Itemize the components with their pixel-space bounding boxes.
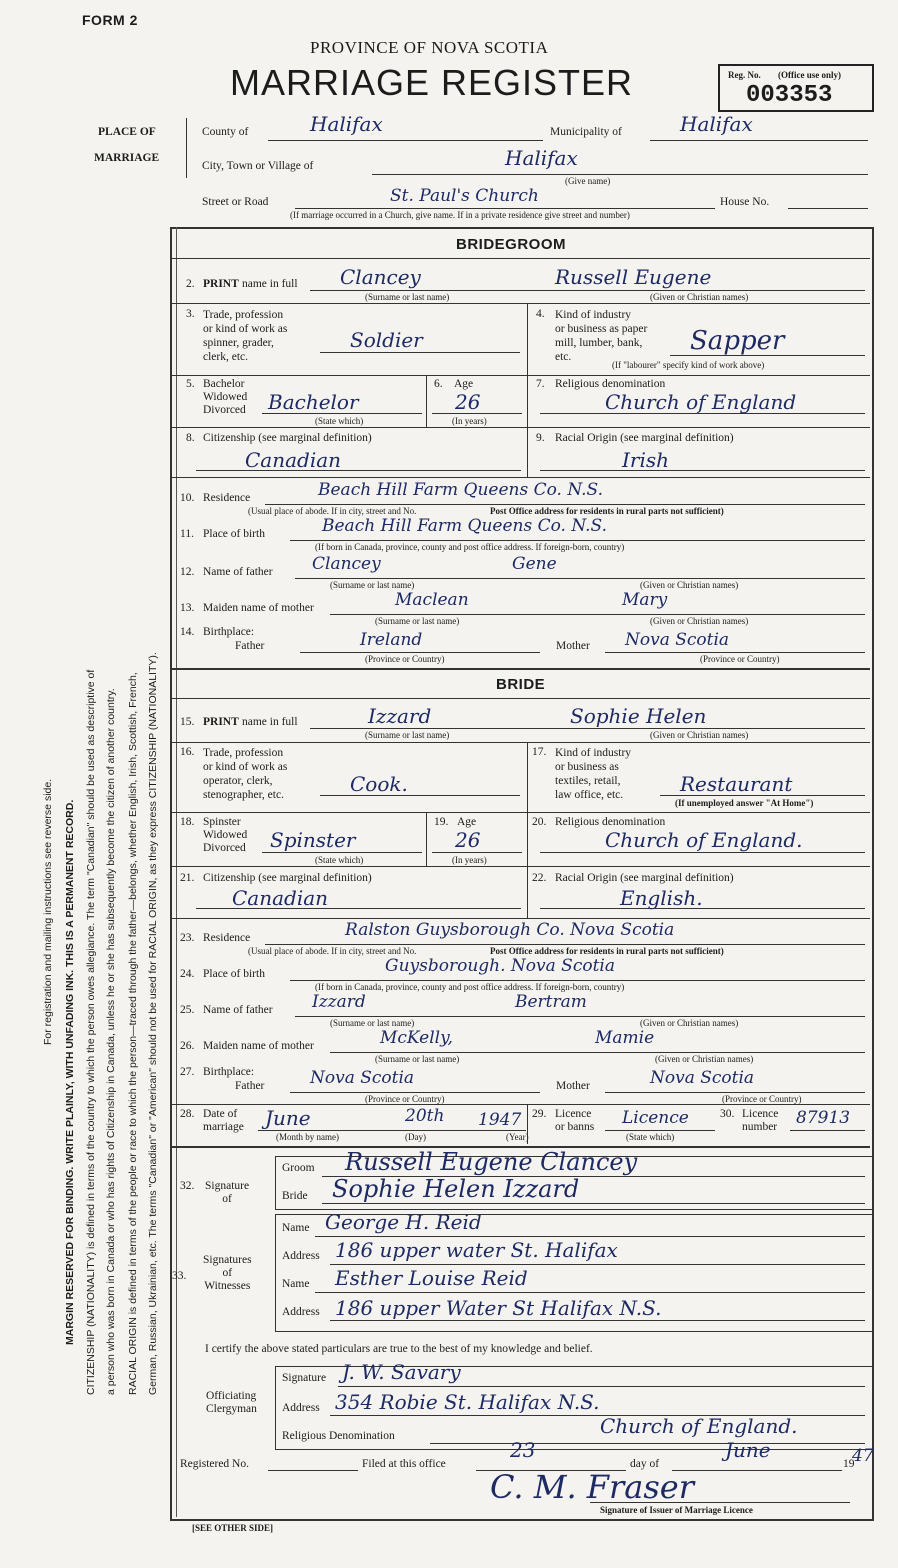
field-11-num: 11. — [180, 528, 194, 540]
bride-sig-label: Bride — [282, 1190, 308, 1202]
field-2-print: PRINT — [203, 278, 239, 290]
witness1-name: George H. Reid — [325, 1210, 482, 1234]
place-label-1: PLACE OF — [98, 126, 156, 138]
field-7-label: Religious denomination — [555, 378, 666, 390]
bride-mother-given-note: (Given or Christian names) — [655, 1054, 754, 1064]
bride-citizenship: Canadian — [232, 886, 329, 910]
bride-father-given-note: (Given or Christian names) — [640, 1018, 739, 1028]
field-28-label: Date of marriage — [203, 1108, 244, 1133]
bride-father-birthplace: Nova Scotia — [310, 1068, 415, 1088]
house-label: House No. — [720, 196, 770, 208]
groom-residence-note-bold: Post Office address for residents in rural parts not sufficient) — [490, 506, 724, 516]
field-27-mother-label: Mother — [556, 1080, 590, 1092]
bride-age-note: (In years) — [452, 855, 487, 865]
field-3-label: Trade, profession or kind of work as spinner, grader, clerk, etc. — [203, 309, 288, 363]
field-33-num: 33. — [172, 1270, 187, 1282]
bride-residence-note: (Usual place of abode. If in city, street and No. — [248, 946, 417, 956]
field-15-print: PRINT — [203, 716, 239, 728]
groom-surname: Clancey — [340, 265, 421, 289]
municipality-label: Municipality of — [550, 126, 622, 138]
clergy-signature: J. W. Savary — [342, 1360, 461, 1384]
groom-surname-note: (Surname or last name) — [365, 292, 450, 302]
field-17-label: Kind of industry or business as textiles, retail, law office, etc. — [555, 747, 632, 801]
bride-industry-note: (If unemployed answer "At Home") — [675, 798, 814, 808]
field-24-label: Place of birth — [203, 968, 265, 980]
bride-father-given: Bertram — [515, 992, 587, 1012]
bride-industry: Restaurant — [680, 772, 793, 796]
field-16-label: Trade, profession or kind of work as operator, clerk, stenographer, etc. — [203, 747, 288, 801]
field-27-father-label: Father — [235, 1080, 265, 1092]
city-label: City, Town or Village of — [202, 160, 314, 172]
groom-residence-note: (Usual place of abode. If in city, street and No. — [248, 506, 417, 516]
groom-father-birthplace: Ireland — [360, 630, 423, 650]
field-28-num: 28. — [180, 1108, 195, 1120]
witness1-address: 186 upper water St. Halifax — [335, 1238, 618, 1262]
bride-given-names: Sophie Helen — [570, 704, 707, 728]
field-4-label: Kind of industry or business as paper mill, lumber, bank, etc. — [555, 309, 648, 363]
groom-age: 26 — [455, 390, 481, 414]
field-7-num: 7. — [536, 378, 545, 390]
bride-mother-surname-note: (Surname or last name) — [375, 1054, 460, 1064]
field-9-label: Racial Origin (see marginal definition) — [555, 432, 734, 444]
groom-birthplace-note: (If born in Canada, province, county and post office address. If foreign-born, country) — [315, 542, 625, 552]
witness1-address-label: Address — [282, 1250, 320, 1262]
bride-age: 26 — [455, 828, 481, 852]
groom-industry: Sapper — [690, 326, 785, 356]
field-29-label: Licence or banns — [555, 1108, 595, 1133]
groom-father-given-note: (Given or Christian names) — [640, 580, 739, 590]
month-note: (Month by name) — [276, 1132, 339, 1142]
bride-residence-note-bold: Post Office address for residents in rural parts not sufficient) — [490, 946, 724, 956]
field-15-num: 15. — [180, 716, 195, 728]
margin-binding-note: MARGIN RESERVED FOR BINDING. WRITE PLAINLY, WITH UNFADING INK. THIS IS A PERMANENT RECORD. — [64, 799, 76, 1345]
field-25-num: 25. — [180, 1004, 195, 1016]
field-11-label: Place of birth — [203, 528, 265, 540]
bride-birthplace-note: (If born in Canada, province, county and post office address. If foreign-born, country) — [315, 982, 625, 992]
certification-text: I certify the above stated particulars are true to the best of my knowledge and belief. — [205, 1343, 593, 1355]
groom-mother-surname: Maclean — [395, 590, 469, 610]
field-27-num: 27. — [180, 1066, 195, 1078]
field-13-label: Maiden name of mother — [203, 602, 314, 614]
bride-mother-given: Mamie — [595, 1028, 655, 1048]
field-18-num: 18. — [180, 816, 195, 828]
field-12-label: Name of father — [203, 566, 273, 578]
clergy-sig-label: Signature — [282, 1372, 327, 1384]
bride-mother-birthplace: Nova Scotia — [650, 1068, 755, 1088]
day-of-label: day of — [630, 1458, 660, 1470]
bride-given-note: (Given or Christian names) — [650, 730, 749, 740]
field-24-num: 24. — [180, 968, 195, 980]
groom-given-names: Russell Eugene — [555, 265, 712, 289]
filed-month: June — [725, 1438, 771, 1462]
bridegroom-heading: BRIDEGROOM — [456, 236, 566, 253]
groom-birthplace: Beach Hill Farm Queens Co. N.S. — [322, 516, 607, 536]
field-6-num: 6. — [434, 378, 443, 390]
reg-office-note: (Office use only) — [778, 70, 841, 80]
year-prefix: 19 — [843, 1458, 855, 1470]
filed-label: Filed at this office — [362, 1458, 446, 1470]
bride-surname: Izzard — [368, 704, 432, 728]
groom-industry-note: (If "labourer" specify kind of work above) — [612, 360, 765, 370]
field-21-num: 21. — [180, 872, 195, 884]
field-30-num: 30. — [720, 1108, 735, 1120]
groom-signature: Russell Eugene Clancey — [345, 1148, 638, 1176]
marriage-year: 1947 — [478, 1110, 522, 1130]
licence-number: 87913 — [796, 1108, 851, 1128]
reg-number: 003353 — [746, 82, 833, 109]
see-other-side: [SEE OTHER SIDE] — [192, 1523, 274, 1533]
place-label-2: MARRIAGE — [94, 152, 160, 164]
field-4-num: 4. — [536, 308, 545, 320]
issuer-label: Signature of Issuer of Marriage Licence — [600, 1505, 753, 1515]
field-5-num: 5. — [186, 378, 195, 390]
municipality-value: Halifax — [680, 112, 753, 136]
groom-mother-surname-note: (Surname or last name) — [375, 616, 460, 626]
bride-father-bp-note: (Province or Country) — [365, 1094, 445, 1104]
field-3-num: 3. — [186, 308, 195, 320]
bride-father-surname-note: (Surname or last name) — [330, 1018, 415, 1028]
filed-year: 47 — [852, 1446, 874, 1466]
field-26-num: 26. — [180, 1040, 195, 1052]
field-19-num: 19. — [434, 816, 449, 828]
city-note: (Give name) — [565, 176, 611, 186]
field-22-label: Racial Origin (see marginal definition) — [555, 872, 734, 884]
bride-status: Spinster — [270, 828, 356, 852]
field-10-label: Residence — [203, 492, 251, 504]
field-16-num: 16. — [180, 746, 195, 758]
field-8-label: Citizenship (see marginal definition) — [203, 432, 372, 444]
groom-age-note: (In years) — [452, 416, 487, 426]
field-27-label: Birthplace: — [203, 1066, 255, 1078]
field-18-label: Spinster Widowed Divorced — [203, 816, 248, 854]
groom-sig-label: Groom — [282, 1162, 315, 1174]
bride-surname-note: (Surname or last name) — [365, 730, 450, 740]
bride-trade: Cook. — [350, 772, 408, 796]
field-20-label: Religious denomination — [555, 816, 666, 828]
field-12-num: 12. — [180, 566, 195, 578]
field-29-num: 29. — [532, 1108, 547, 1120]
county-value: Halifax — [310, 112, 383, 136]
field-21-label: Citizenship (see marginal definition) — [203, 872, 372, 884]
groom-status: Bachelor — [268, 390, 359, 414]
field-23-num: 23. — [180, 932, 195, 944]
groom-religion: Church of England — [605, 390, 797, 414]
clergy-address-label: Address — [282, 1402, 320, 1414]
clergy-denomination-label: Religious Denomination — [282, 1430, 395, 1442]
groom-mother-birthplace: Nova Scotia — [625, 630, 730, 650]
margin-instructions: For registration and mailing instructions see reverse side. — [42, 778, 54, 1045]
bride-religion: Church of England. — [605, 828, 803, 852]
field-25-label: Name of father — [203, 1004, 273, 1016]
field-14-num: 14. — [180, 626, 195, 638]
bride-residence: Ralston Guysborough Co. Nova Scotia — [345, 920, 675, 940]
witness2-address: 186 upper Water St Halifax N.S. — [335, 1296, 662, 1320]
groom-mother-bp-note: (Province or Country) — [700, 654, 780, 664]
reg-number-box — [718, 64, 874, 112]
field-13-num: 13. — [180, 602, 195, 614]
groom-citizenship: Canadian — [245, 448, 342, 472]
form-number: FORM 2 — [82, 12, 138, 28]
field-22-num: 22. — [532, 872, 547, 884]
field-2-label: name in full — [242, 278, 298, 290]
field-32-num: 32. — [180, 1180, 195, 1192]
field-17-num: 17. — [532, 746, 547, 758]
field-2-num: 2. — [186, 278, 195, 290]
city-value: Halifax — [505, 146, 578, 170]
field-10-num: 10. — [180, 492, 195, 504]
field-5-label: Bachelor Widowed Divorced — [203, 378, 248, 416]
field-32-label: Signature of — [205, 1180, 250, 1205]
county-label: County of — [202, 126, 249, 138]
groom-mother-given-note: (Given or Christian names) — [650, 616, 749, 626]
page-title: MARRIAGE REGISTER — [230, 62, 634, 103]
bride-status-note: (State which) — [315, 855, 364, 865]
street-value: St. Paul's Church — [390, 186, 539, 206]
witness2-address-label: Address — [282, 1306, 320, 1318]
bride-father-surname: Izzard — [312, 992, 366, 1012]
groom-status-note: (State which) — [315, 416, 364, 426]
day-note: (Day) — [405, 1132, 426, 1142]
field-15-label: name in full — [242, 716, 298, 728]
groom-father-bp-note: (Province or Country) — [365, 654, 445, 664]
bride-signature: Sophie Helen Izzard — [332, 1175, 580, 1203]
margin-racial-2: German, Russian, Ukrainian, etc. The terms "Canadian" or "American" should not be used for RACIAL ORIGIN, as they express CITIZENSHIP (NATIONALITY). — [147, 652, 159, 1395]
clergy-address: 354 Robie St. Halifax N.S. — [335, 1390, 600, 1414]
year-note: (Year) — [506, 1132, 529, 1142]
filed-day: 23 — [510, 1438, 536, 1462]
margin-racial-1: RACIAL ORIGIN is defined in terms of the people or race to which the person—traced through the father—belongs, whether English, Irish, Scottish, French, — [127, 672, 139, 1395]
bride-heading: BRIDE — [496, 676, 546, 693]
groom-father-surname: Clancey — [312, 554, 381, 574]
place-note: (If marriage occurred in a Church, give name. If in a private residence give street and number) — [290, 210, 630, 220]
clergy-denomination: Church of England. — [600, 1414, 798, 1438]
witness2-name: Esther Louise Reid — [335, 1266, 528, 1290]
margin-citizenship-2: a person who was born in Canada or who has rights of Citizenship in Canada, unless he or she has subsequently become the citizen of another country. — [105, 688, 117, 1395]
field-6-label: Age — [454, 378, 474, 390]
groom-given-note: (Given or Christian names) — [650, 292, 749, 302]
groom-mother-given: Mary — [622, 590, 668, 610]
reg-label: Reg. No. — [728, 70, 761, 80]
field-19-label: Age — [457, 816, 477, 828]
field-14-label: Birthplace: — [203, 626, 255, 638]
field-33-label: Signatures of Witnesses — [203, 1254, 252, 1292]
groom-father-surname-note: (Surname or last name) — [330, 580, 415, 590]
licence-type-note: (State which) — [626, 1132, 675, 1142]
field-14-father-label: Father — [235, 640, 265, 652]
bride-origin: English. — [620, 886, 703, 910]
bride-mother-bp-note: (Province or Country) — [722, 1094, 802, 1104]
marriage-month: June — [265, 1106, 311, 1130]
groom-trade: Soldier — [350, 328, 423, 352]
field-20-num: 20. — [532, 816, 547, 828]
groom-origin: Irish — [622, 448, 670, 472]
groom-residence: Beach Hill Farm Queens Co. N.S. — [318, 480, 603, 500]
registered-no-label: Registered No. — [180, 1458, 249, 1470]
witness1-name-label: Name — [282, 1222, 310, 1234]
margin-citizenship-1: CITIZENSHIP (NATIONALITY) is defined in terms of the country to which the person owes allegiance. The term "Canadian" should be used as descriptive of — [85, 669, 97, 1395]
street-label: Street or Road — [202, 196, 269, 208]
field-14-mother-label: Mother — [556, 640, 590, 652]
bride-mother-surname: McKelly, — [380, 1028, 453, 1048]
marriage-day: 20th — [405, 1106, 445, 1126]
witness2-name-label: Name — [282, 1278, 310, 1290]
clergy-label: Officiating Clergyman — [206, 1390, 257, 1415]
field-23-label: Residence — [203, 932, 251, 944]
licence-type: Licence — [622, 1108, 689, 1128]
groom-father-given: Gene — [512, 554, 557, 574]
field-26-label: Maiden name of mother — [203, 1040, 314, 1052]
issuer-signature: C. M. Fraser — [490, 1468, 695, 1506]
bride-birthplace: Guysborough. Nova Scotia — [385, 956, 615, 976]
field-9-num: 9. — [536, 432, 545, 444]
field-8-num: 8. — [186, 432, 195, 444]
province-heading: PROVINCE OF NOVA SCOTIA — [310, 38, 549, 57]
field-30-label: Licence number — [742, 1108, 779, 1133]
